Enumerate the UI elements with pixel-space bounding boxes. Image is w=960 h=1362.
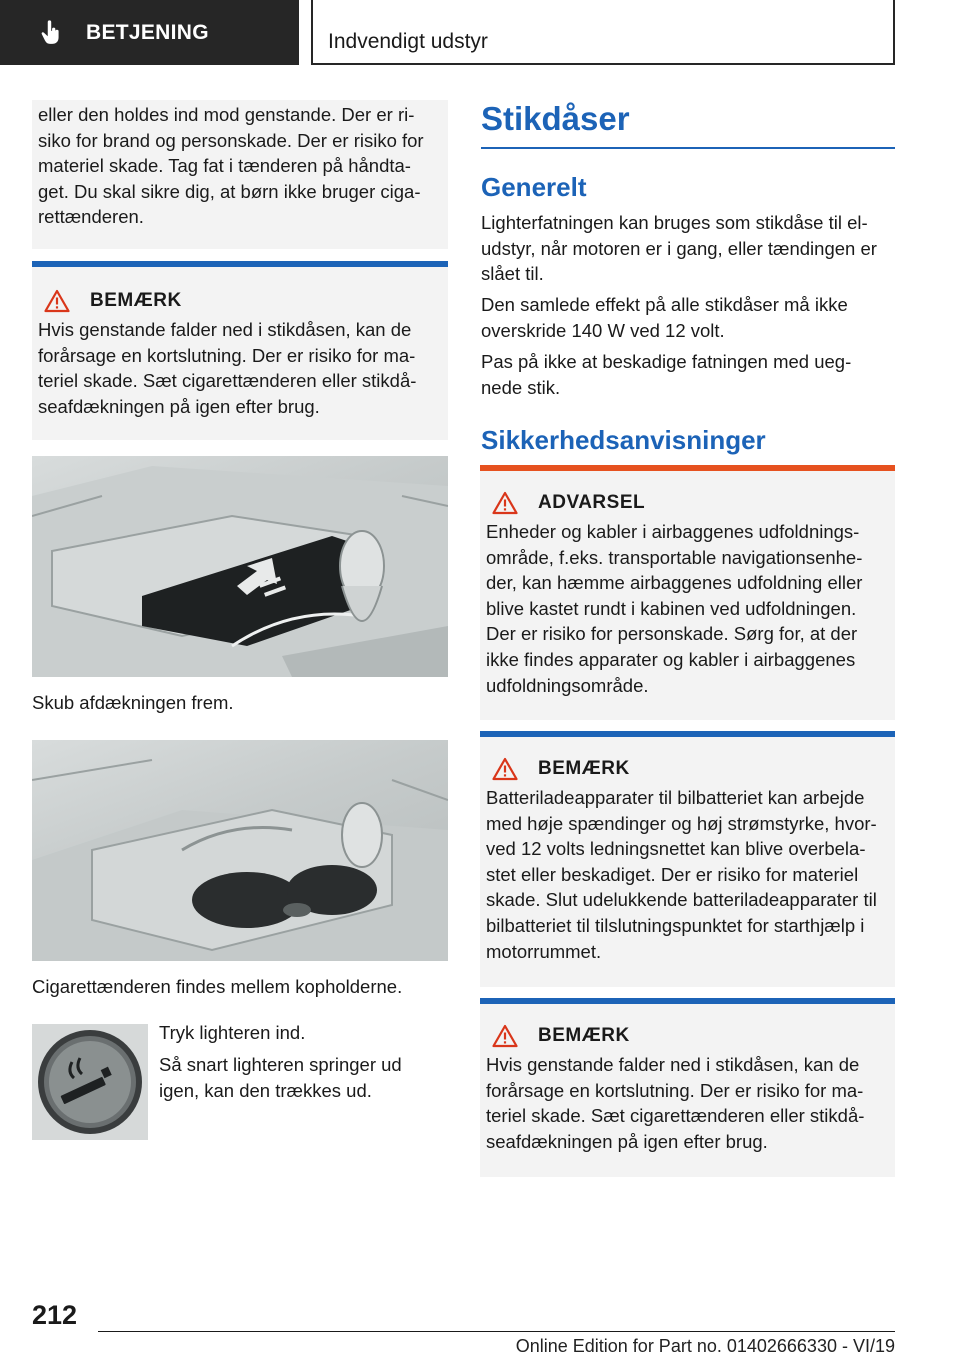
console-cover-illustration bbox=[32, 456, 448, 677]
note-heading bbox=[486, 757, 889, 781]
note-title: BEMÆRK bbox=[538, 758, 630, 779]
warning-continuation-box bbox=[32, 100, 448, 249]
caption-1: Skub afdækningen frem. bbox=[32, 692, 234, 713]
warning-triangle-icon bbox=[492, 757, 518, 781]
title-rule bbox=[481, 147, 895, 149]
edition-text: Online Edition for Part no. 01402666330 - VI/19 bbox=[515, 1336, 895, 1356]
warning-triangle-icon bbox=[492, 1024, 518, 1048]
footer-rule bbox=[98, 1331, 895, 1332]
page-number: 212 bbox=[32, 1300, 78, 1330]
lighter-image bbox=[32, 1024, 148, 1140]
warning-triangle-icon bbox=[492, 491, 518, 515]
note-box-left bbox=[32, 267, 448, 440]
warning-heading bbox=[486, 491, 889, 515]
general-paragraph-1: Lighterfatningen kan bruges som stikdåse til el- udstyr, når motoren er i gang, eller tændingen er slået til. bbox=[481, 212, 877, 285]
general-paragraph-3: Pas på ikke at beskadige fatningen med ueg- nede stik. bbox=[481, 351, 852, 398]
section-title: BETJENING bbox=[86, 20, 209, 44]
warning-text: Enheder og kabler i airbaggenes udfoldnings- område, f.eks. transportable navigationsenhe- der, kan hæmme airbaggenes udfoldning eller blive kastet rundt i kabinen ved udfoldningen. Der er risiko for personskade. Sørg for, at der ikke findes apparater og kabler i airbaggenes udfoldningsområde. bbox=[486, 521, 863, 696]
note-box-right-1 bbox=[480, 737, 895, 987]
section-tab bbox=[0, 0, 299, 65]
lighter-button-illustration bbox=[32, 1024, 148, 1140]
cupholder-image bbox=[32, 740, 448, 961]
warning-continuation-text: eller den holdes ind mod genstande. Der er ri- siko for brand og personskade. Der er risiko for materiel skade. Tag fat i tænderen på håndta- get. Du skal sikre dig, at børn ikke bruger ciga- rettænderen. bbox=[38, 104, 424, 228]
heading-general: Generelt bbox=[481, 172, 587, 202]
note-text: Hvis genstande falder ned i stikdåsen, kan de forårsage en kortslutning. Der er risiko for ma- teriel skade. Sæt cigarettænderen eller stikdå- seafdækningen på igen efter brug. bbox=[38, 319, 417, 417]
note-title: BEMÆRK bbox=[90, 290, 182, 311]
warning-triangle-icon bbox=[44, 289, 70, 313]
note-heading bbox=[486, 1024, 889, 1048]
warning-title: ADVARSEL bbox=[538, 492, 646, 513]
subsection-title: Indvendigt udstyr bbox=[328, 30, 488, 53]
hand-pointer-icon bbox=[38, 20, 64, 46]
note-box-right-2 bbox=[480, 1004, 895, 1177]
caption-2: Cigarettænderen findes mellem kopholderne. bbox=[32, 976, 403, 997]
note-title: BEMÆRK bbox=[538, 1025, 630, 1046]
general-paragraph-2: Den samlede effekt på alle stikdåser må ikke overskride 140 W ved 12 volt. bbox=[481, 294, 848, 341]
note-text: Batteriladeapparater til bilbatteriet kan arbejde med høje spændinger og høj strømstyrke, hvor- ved 12 volts ledningsnettet kan blive overbela- stet eller beskadiget. Der er risiko for materiel skade. Slut udelukkende batteriladeapparater til bilbatteriet til tilslutningspunktet for starthjælp i motorrummet. bbox=[486, 787, 877, 962]
note-heading bbox=[38, 289, 442, 313]
heading-safety: Sikkerhedsanvisninger bbox=[481, 425, 766, 455]
warning-box bbox=[480, 471, 895, 720]
step-1: Tryk lighteren ind. bbox=[159, 1022, 306, 1043]
cupholder-illustration bbox=[32, 740, 448, 961]
step-2: Så snart lighteren springer ud igen, kan den trækkes ud. bbox=[159, 1054, 402, 1101]
subsection-tab bbox=[311, 0, 895, 65]
console-cover-image bbox=[32, 456, 448, 677]
page-title: Stikdåser bbox=[481, 100, 630, 137]
note-text: Hvis genstande falder ned i stikdåsen, kan de forårsage en kortslutning. Der er risiko for ma- teriel skade. Sæt cigarettænderen eller stikdå- seafdækningen på igen efter brug. bbox=[486, 1054, 865, 1152]
